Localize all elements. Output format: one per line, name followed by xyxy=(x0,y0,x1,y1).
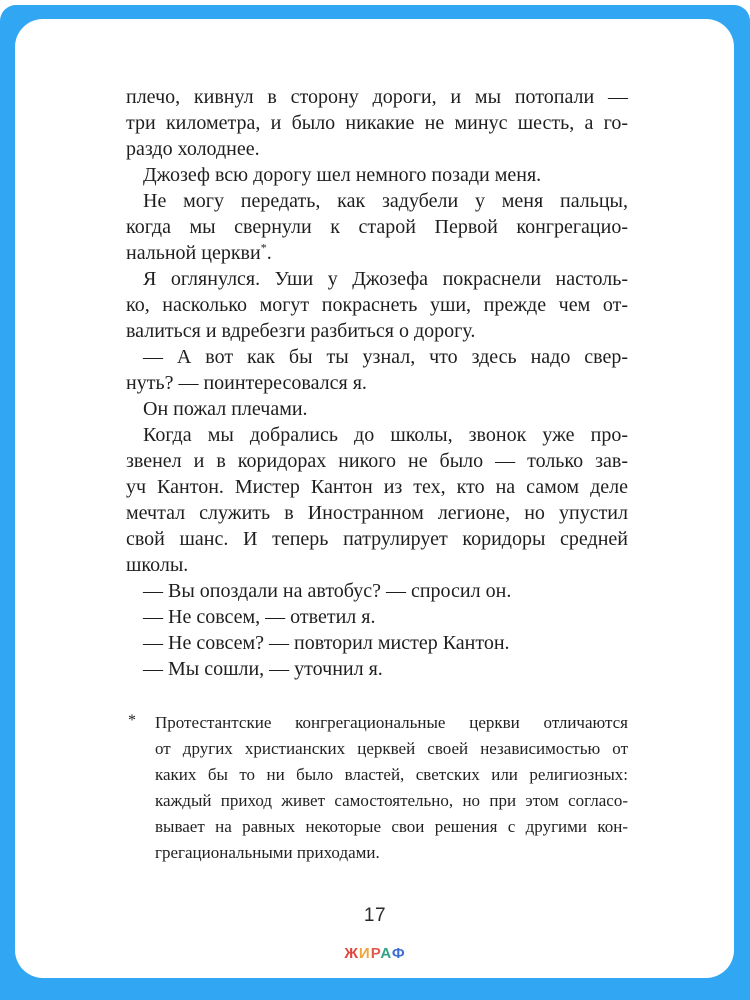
text-line: мечтал служить в Иностранном легионе, но упустил xyxy=(126,502,628,524)
text-line: свой шанс. И теперь патрулирует коридоры средней xyxy=(126,528,628,550)
text-line: нуть? — поинтересовался я. xyxy=(126,372,367,394)
logo-letter: Ф xyxy=(391,945,406,962)
text-line: — А вот как бы ты узнал, что здесь надо свер- xyxy=(143,346,628,368)
text-line: когда мы свернули к старой Первой конгрегацио- xyxy=(126,216,628,238)
footnote-line: грегациональными приходами. xyxy=(155,843,380,862)
text-line: — Мы сошли, — уточнил я. xyxy=(143,658,383,680)
logo-letter: Р xyxy=(370,945,381,962)
text-line: школы. xyxy=(126,554,189,576)
text-line: Он пожал плечами. xyxy=(143,398,308,420)
text-line: Не могу передать, как задубели у меня пальцы, xyxy=(143,190,628,212)
text-line: валиться и вдребезги разбиться о дорогу. xyxy=(126,320,476,342)
text-line: плечо, кивнул в сторону дороги, и мы потопали — xyxy=(126,86,628,108)
logo-letter: И xyxy=(358,945,371,962)
logo-letter: А xyxy=(380,945,392,962)
text-line: три километра, и было никакие не минус шесть, а го- xyxy=(126,112,628,134)
footnote-text xyxy=(155,710,628,866)
footnote-marker: * xyxy=(128,712,136,729)
text-line: — Не совсем? — повторил мистер Кантон. xyxy=(143,632,510,654)
text-line: раздо холоднее. xyxy=(126,138,260,160)
footnote-line: от других христианских церквей своей независимостью от xyxy=(155,739,628,758)
text-line: уч Кантон. Мистер Кантон из тех, кто на самом деле xyxy=(126,476,628,498)
text-line: Джозеф всю дорогу шел немного позади меня. xyxy=(143,164,542,186)
text-line: — Не совсем, — ответил я. xyxy=(143,606,376,628)
text-line: Когда мы добрались до школы, звонок уже про- xyxy=(143,424,628,446)
text-line: — Вы опоздали на автобус? — спросил он. xyxy=(143,580,512,602)
text-line: Я оглянулся. Уши у Джозефа покраснели настоль- xyxy=(143,268,628,290)
text-line: звенел и в коридорах никого не было — только зав- xyxy=(126,450,628,472)
logo-letter: Ж xyxy=(344,945,359,962)
publisher-logo xyxy=(0,945,750,962)
footnote-line: Протестантские конгрегациональные церкви отличаются xyxy=(155,713,628,732)
body-text xyxy=(126,84,628,682)
footnote-line: вывает на равных некоторые свои решения с другими кон- xyxy=(155,817,628,836)
text-line: нальной церкви*. xyxy=(126,240,272,264)
footnote-line: каких бы то ни было властей, светских или религиозных: xyxy=(155,765,628,784)
footnote-line: каждый приход живет самостоятельно, но при этом согласо- xyxy=(155,791,628,810)
page-number: 17 xyxy=(363,905,387,926)
text-line: ко, насколько могут покраснеть уши, прежде чем от- xyxy=(126,294,628,316)
